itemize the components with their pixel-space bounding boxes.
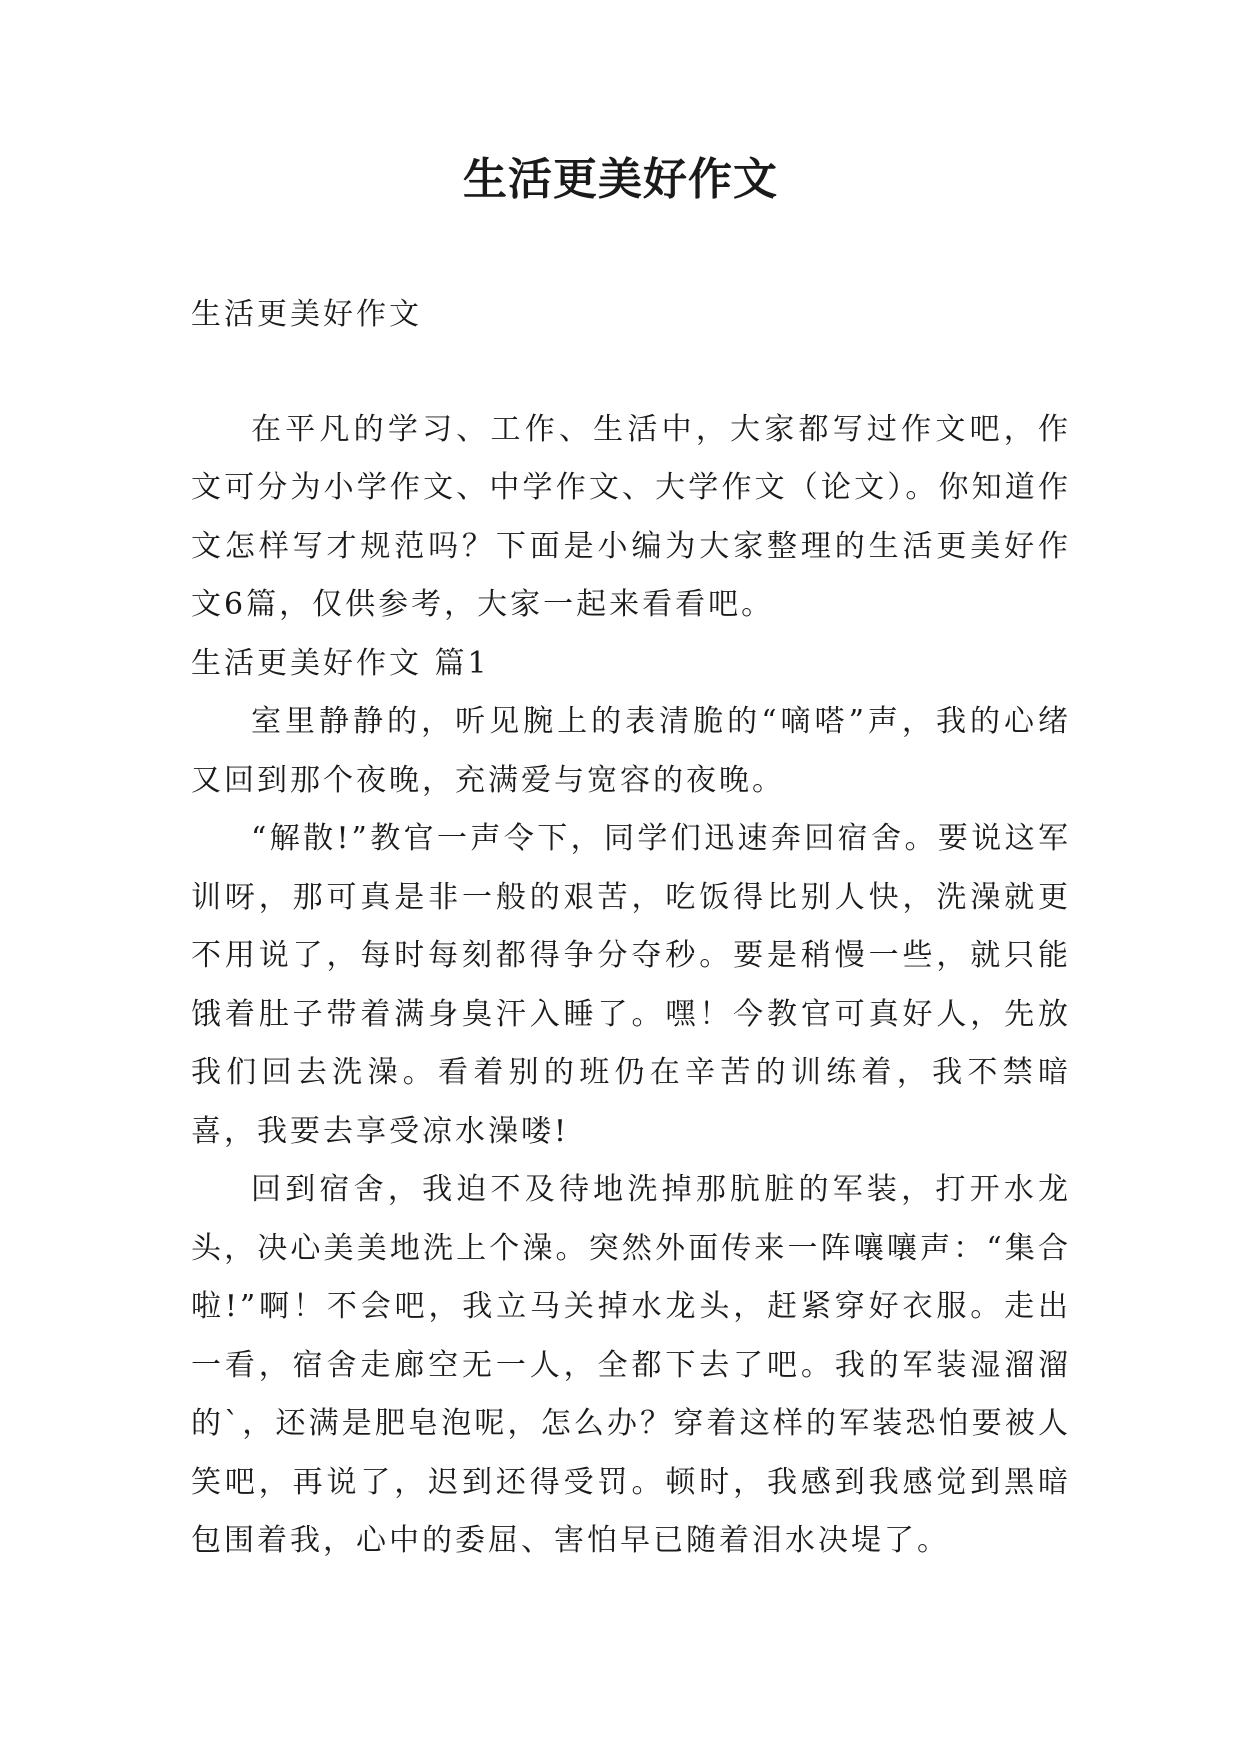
intro-paragraph: 在平凡的学习、工作、生活中，大家都写过作文吧，作文可分为小学作文、中学作文、大学作文（论文）。你知道作文怎样写才规范吗？下面是小编为大家整理的生活更美好作文6篇，仅供参考，大家一起来看看吧。 xyxy=(191,411,1071,622)
section-heading: 生活更美好作文 篇1 xyxy=(191,645,490,681)
document-body xyxy=(191,286,1071,1571)
document-subtitle: 生活更美好作文 xyxy=(191,297,422,332)
body-paragraph-3: 回到宿舍，我迫不及待地洗掉那肮脏的军装，打开水龙头，决心美美地洗上个澡。突然外面传来一阵嚷嚷声：“集合啦!”啊！不会吧，我立马关掉水龙头，赶紧穿好衣服。走出一看，宿舍走廊空无一人，全都下去了吧。我的军装湿溜溜的`，还满是肥皂泡呢，怎么办？穿着这样的军装恐怕要被人笑吧，再说了，迟到还得受罚。顿时，我感到我感觉到黑暗包围着我，心中的委屈、害怕早已随着泪水决堤了。 xyxy=(191,1172,1071,1558)
body-paragraph-1: 室里静静的，听见腕上的表清脆的“嘀嗒”声，我的心绪又回到那个夜晚，充满爱与宽容的夜晚。 xyxy=(191,704,1071,798)
document-title: 生活更美好作文 xyxy=(463,154,778,205)
body-paragraph-2: “解散!”教官一声令下，同学们迅速奔回宿舍。要说这军训呀，那可真是非一般的艰苦，吃饭得比别人快，洗澡就更不用说了，每时每刻都得争分夺秒。要是稍慢一些，就只能饿着肚子带着满身臭汗入睡了。嘿！今教官可真好人，先放我们回去洗澡。看着别的班仍在辛苦的训练着，我不禁暗喜，我要去享受凉水澡喽! xyxy=(191,821,1071,1149)
spacer xyxy=(191,345,1071,401)
